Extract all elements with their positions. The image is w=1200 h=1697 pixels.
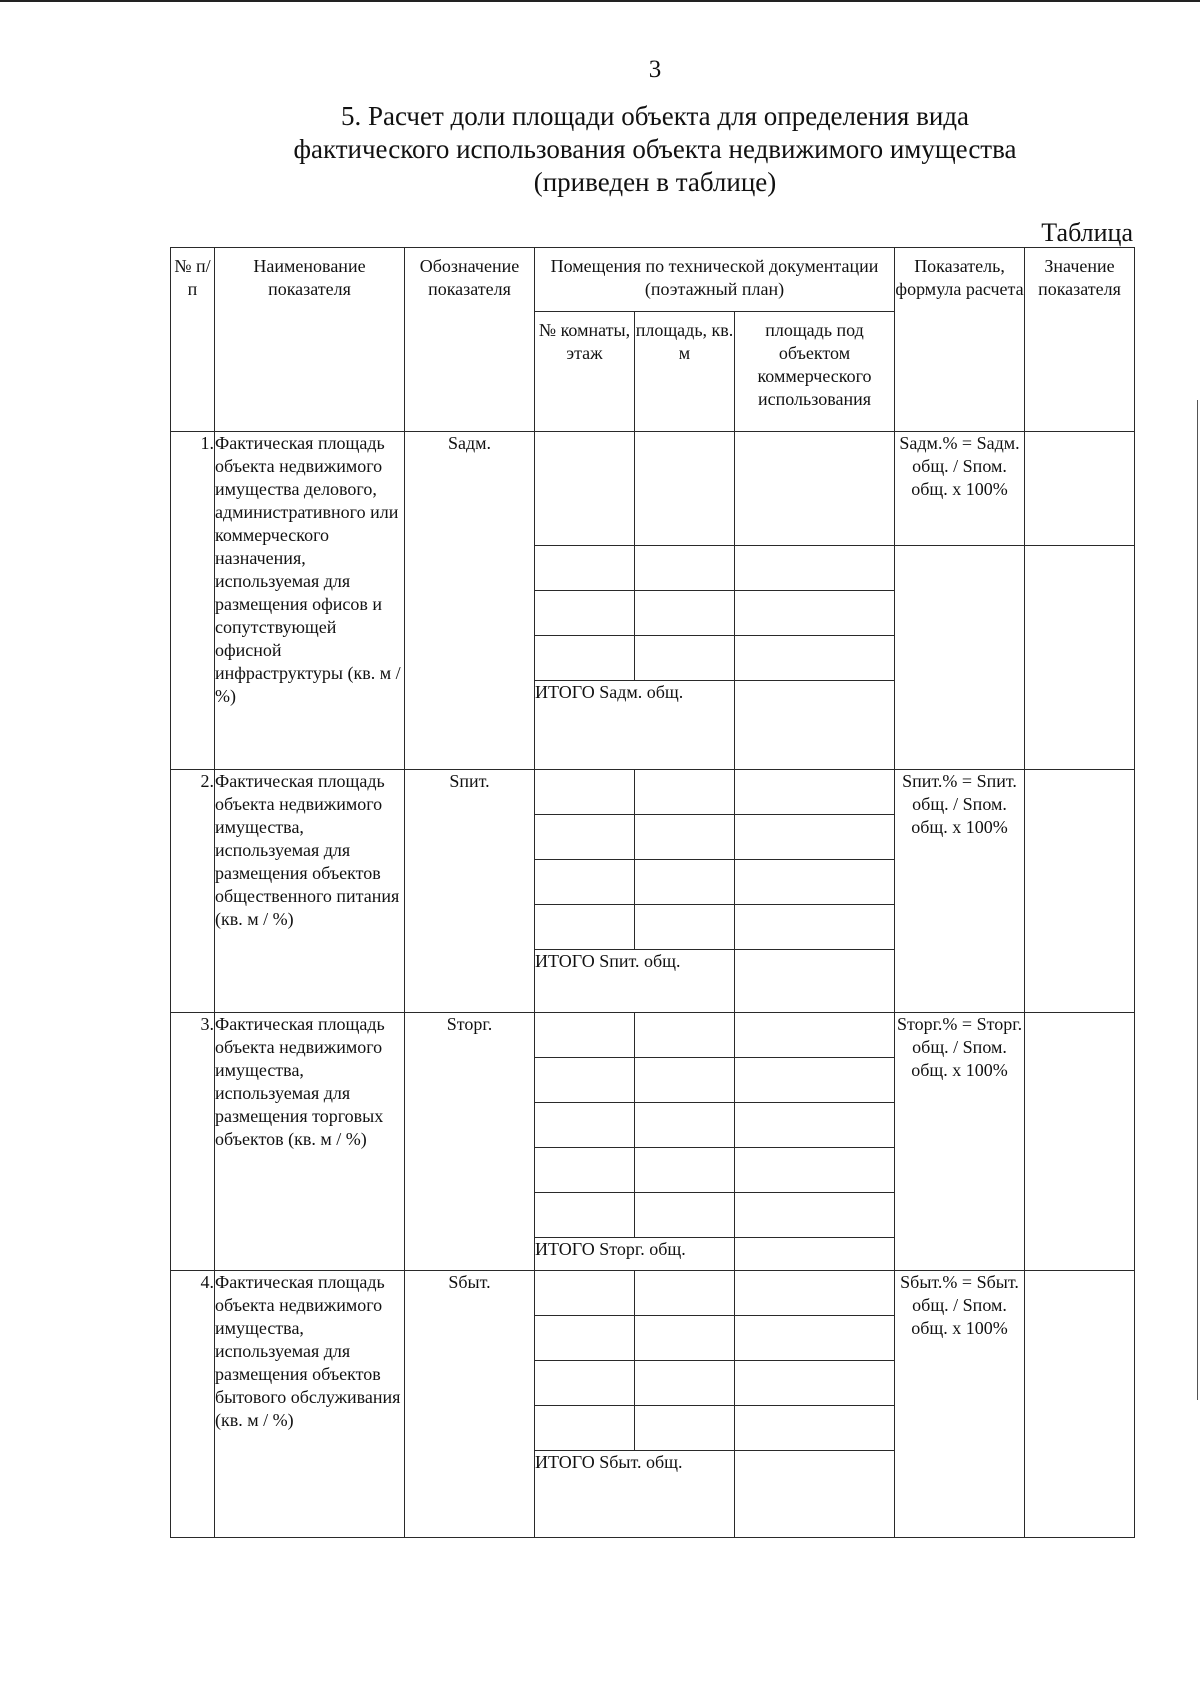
area-cell <box>635 546 735 591</box>
room-cell <box>535 1013 635 1058</box>
commercial-area-cell <box>735 1013 895 1058</box>
page-number: 3 <box>648 56 662 83</box>
total-label: ИТОГО Sадм. общ. <box>535 681 735 770</box>
area-cell <box>635 1148 735 1193</box>
room-cell <box>535 1361 635 1406</box>
commercial-area-cell <box>735 432 895 546</box>
room-cell <box>535 1058 635 1103</box>
total-value-cell <box>735 950 895 1013</box>
indicator-name: Фактическая площадь объекта недвижимого имущества делового, административного или коммерческого назначения, используемая для размещения офисов и сопутствующей офисной инфраструктуры (кв. м / %) <box>215 432 405 770</box>
room-cell <box>535 1316 635 1361</box>
table-row <box>171 432 1135 546</box>
total-value-cell <box>735 681 895 770</box>
commercial-area-cell <box>735 860 895 905</box>
area-cell <box>635 1103 735 1148</box>
header-name: Наименование показателя <box>215 248 405 432</box>
area-cell <box>635 591 735 636</box>
commercial-area-cell <box>735 815 895 860</box>
room-cell <box>535 636 635 681</box>
room-cell <box>535 1406 635 1451</box>
area-cell <box>635 770 735 815</box>
top-border-line <box>0 0 1200 2</box>
formula-cell: Sадм.% = Sадм. общ. / Sпом. общ. x 100% <box>895 432 1025 546</box>
area-cell <box>635 1013 735 1058</box>
indicator-code: Sпит. <box>405 770 535 1013</box>
commercial-area-cell <box>735 905 895 950</box>
commercial-area-cell <box>735 770 895 815</box>
value-cell <box>1025 1271 1135 1538</box>
commercial-area-cell <box>735 1316 895 1361</box>
commercial-area-cell <box>735 1103 895 1148</box>
indicator-code: Sторг. <box>405 1013 535 1271</box>
section-heading <box>250 100 1060 199</box>
table-row <box>171 770 1135 815</box>
header-commercial-area: площадь под объектом коммерческого использования <box>735 312 895 432</box>
area-cell <box>635 860 735 905</box>
area-calculation-table <box>170 247 1135 1538</box>
area-cell <box>635 1316 735 1361</box>
header-room-no: № комнаты, этаж <box>535 312 635 432</box>
commercial-area-cell <box>735 1361 895 1406</box>
area-cell <box>635 1271 735 1316</box>
commercial-area-cell <box>735 546 895 591</box>
room-cell <box>535 591 635 636</box>
indicator-code: Sадм. <box>405 432 535 770</box>
area-cell <box>635 815 735 860</box>
table-row <box>171 1013 1135 1058</box>
commercial-area-cell <box>735 1148 895 1193</box>
area-cell <box>635 636 735 681</box>
value-blank-cell <box>1025 546 1135 770</box>
commercial-area-cell <box>735 1406 895 1451</box>
row-number: 3. <box>171 1013 215 1271</box>
formula-cell: Sторг.% = Sторг. общ. / Sпом. общ. x 100% <box>895 1013 1025 1271</box>
room-cell <box>535 546 635 591</box>
heading-line-1: 5. Расчет доли площади объекта для определения вида <box>340 101 969 131</box>
room-cell <box>535 1148 635 1193</box>
indicator-name: Фактическая площадь объекта недвижимого имущества, используемая для размещения торговых объектов (кв. м / %) <box>215 1013 405 1271</box>
room-cell <box>535 432 635 546</box>
area-cell <box>635 1361 735 1406</box>
value-cell <box>1025 432 1135 546</box>
value-cell <box>1025 1013 1135 1271</box>
room-cell <box>535 1103 635 1148</box>
commercial-area-cell <box>735 1193 895 1238</box>
area-cell <box>635 1193 735 1238</box>
indicator-code: Sбыт. <box>405 1271 535 1538</box>
room-cell <box>535 1271 635 1316</box>
value-cell <box>1025 770 1135 1013</box>
header-formula: Показатель, формула расчета <box>895 248 1025 432</box>
table-caption: Таблица <box>1041 218 1133 247</box>
page-edge-line <box>1197 400 1198 1400</box>
table-row <box>171 1271 1135 1316</box>
header-num: № п/п <box>171 248 215 432</box>
formula-cell: Sпит.% = Sпит. общ. / Sпом. общ. x 100% <box>895 770 1025 1013</box>
area-cell <box>635 905 735 950</box>
heading-line-2: фактического использования объекта недвижимого имущества <box>293 134 1017 164</box>
area-cell <box>635 1406 735 1451</box>
row-number: 2. <box>171 770 215 1013</box>
header-code: Обозначение показателя <box>405 248 535 432</box>
total-value-cell <box>735 1238 895 1271</box>
header-area: площадь, кв. м <box>635 312 735 432</box>
room-cell <box>535 815 635 860</box>
total-label: ИТОГО Sпит. общ. <box>535 950 735 1013</box>
room-cell <box>535 1193 635 1238</box>
indicator-name: Фактическая площадь объекта недвижимого имущества, используемая для размещения объектов бытового обслуживания (кв. м / %) <box>215 1271 405 1538</box>
formula-blank-cell <box>895 546 1025 770</box>
formula-cell: Sбыт.% = Sбыт. общ. / Sпом. общ. x 100% <box>895 1271 1025 1538</box>
room-cell <box>535 860 635 905</box>
header-rooms-group: Помещения по технической документации (поэтажный план) <box>535 248 895 312</box>
room-cell <box>535 905 635 950</box>
indicator-name: Фактическая площадь объекта недвижимого имущества, используемая для размещения объектов общественного питания (кв. м / %) <box>215 770 405 1013</box>
commercial-area-cell <box>735 1271 895 1316</box>
area-cell <box>635 1058 735 1103</box>
commercial-area-cell <box>735 1058 895 1103</box>
row-number: 4. <box>171 1271 215 1538</box>
row-number: 1. <box>171 432 215 770</box>
commercial-area-cell <box>735 636 895 681</box>
commercial-area-cell <box>735 591 895 636</box>
room-cell <box>535 770 635 815</box>
total-label: ИТОГО Sбыт. общ. <box>535 1451 735 1538</box>
heading-line-3: (приведен в таблице) <box>533 167 777 197</box>
area-cell <box>635 432 735 546</box>
header-value: Значение показателя <box>1025 248 1135 432</box>
total-value-cell <box>735 1451 895 1538</box>
total-label: ИТОГО Sторг. общ. <box>535 1238 735 1271</box>
